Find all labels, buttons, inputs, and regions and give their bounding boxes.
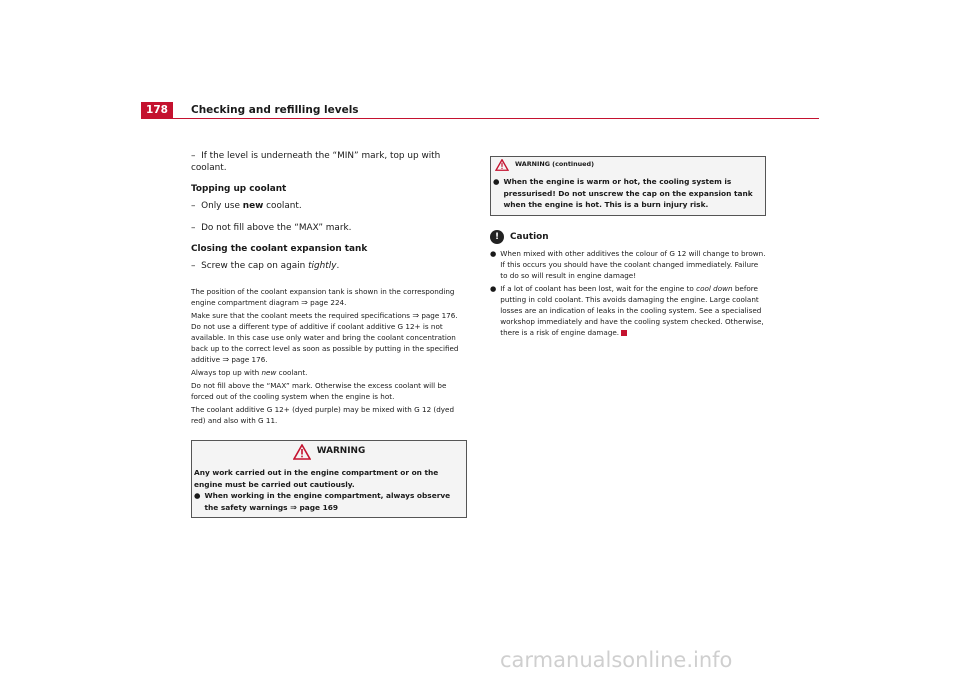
warning-continued-header <box>491 156 765 173</box>
bullet-text-part: If a lot of coolant has been lost, wait for the engine to <box>500 283 697 293</box>
step-max <box>191 222 467 234</box>
bullet-icon: ● <box>490 283 497 293</box>
step-text: . <box>336 261 340 271</box>
para-new-coolant <box>191 367 467 378</box>
heading-topping-up: Topping up coolant <box>191 184 287 194</box>
warning-triangle-icon <box>495 159 509 171</box>
arrow-icon: ⇒ <box>222 355 230 364</box>
para-specifications <box>191 310 467 365</box>
page-reference[interactable]: page 169 <box>299 502 339 512</box>
step-top-up-min <box>191 150 467 174</box>
step-bold: new <box>242 201 264 211</box>
warning-header <box>192 440 466 463</box>
running-header: Checking and refilling levels <box>191 104 359 116</box>
warning-triangle-icon <box>293 444 311 460</box>
heading-closing: Closing the coolant expansion tank <box>191 244 368 254</box>
bullet-emphasis: cool down <box>696 283 733 293</box>
page-reference[interactable]: page 224. <box>310 298 347 307</box>
bullet-icon: ● <box>493 177 500 186</box>
step-screw-cap <box>191 260 467 272</box>
bullet-text: When mixed with other additives the colour of G 12 will change to brown. If this occurs you should have the coolant changed immediately. Failure to do so will result in engine damage! <box>500 248 766 280</box>
step-text: Do not fill above the “MAX” mark. <box>201 223 352 233</box>
dash-mark: – <box>191 261 196 271</box>
caution-title: Caution <box>510 231 549 242</box>
warning-continued-bullet <box>493 176 763 211</box>
step-text: If the level is underneath the “MIN” mark, top up with coolant. <box>191 151 441 173</box>
arrow-icon: ⇒ <box>412 311 420 320</box>
watermark: carmanualsonline.info <box>500 648 733 672</box>
bullet-text <box>500 283 766 338</box>
para-text: Make sure that the coolant meets the required specifications <box>191 311 413 320</box>
caution-bullet-loss <box>490 283 766 338</box>
caution-header <box>490 230 766 244</box>
bullet-text-part: When working in the engine compartment, always observe the safety warnings <box>204 491 451 512</box>
step-emphasis: tightly <box>308 261 337 271</box>
warning-continued-box <box>490 156 766 216</box>
left-column <box>191 150 467 518</box>
para-text: coolant. <box>276 368 308 377</box>
bullet-text <box>204 490 464 513</box>
warning-line: Any work carried out in the engine compartment or on the engine must be carried out cautiously. <box>194 468 439 489</box>
caution-icon: ! <box>490 230 504 244</box>
para-additive-mix: The coolant additive G 12+ (dyed purple) may be mixed with G 12 (dyed red) and also with G 11. <box>191 405 455 425</box>
caution-bullet-colour <box>490 248 766 281</box>
dash-mark: – <box>191 223 196 233</box>
page-reference[interactable]: page 176. <box>231 355 268 364</box>
step-text: Screw the cap on again <box>201 261 309 271</box>
dash-mark: – <box>191 151 196 161</box>
bullet-icon: ● <box>194 491 201 500</box>
para-text: Always top up with <box>191 368 262 377</box>
header-rule <box>141 118 819 119</box>
dash-mark: – <box>191 201 196 211</box>
para-max-mark: Do not fill above the “MAX” mark. Otherwise the excess coolant will be forced out of the cooling system when the engine is hot. <box>191 381 447 401</box>
warning-continued-title: WARNING (continued) <box>515 160 594 169</box>
step-new-coolant <box>191 200 467 212</box>
page-reference[interactable]: page 176. <box>421 311 458 320</box>
end-of-section-icon <box>621 330 627 336</box>
bullet-text: When the engine is warm or hot, the cooling system is pressurised! Do not unscrew the cap on the expansion tank when the engine is hot. This is a burn injury risk. <box>503 177 753 209</box>
step-text: Only use <box>201 201 243 211</box>
bullet-icon: ● <box>490 248 497 258</box>
arrow-icon: ⇒ <box>290 502 297 512</box>
warning-title: WARNING <box>316 446 366 457</box>
right-column <box>490 156 766 340</box>
arrow-icon: ⇒ <box>301 298 308 307</box>
page-number: 178 <box>141 102 173 118</box>
para-text: Do not use a different type of additive if coolant additive G 12+ is not available. In this case use only water and bring the coolant concentration back up to the correct level as soon as possible by putting in the specified additive <box>191 322 459 364</box>
step-text: coolant. <box>263 201 302 211</box>
bullet-text-part: before putting in cold coolant. This avoids damaging the engine. Large coolant losses are an indication of leaks in the cooling system. See a specialised workshop immediately and have the cooling system checked. Otherwise, there is a risk of engine damage. <box>500 283 764 337</box>
warning-bullet <box>194 490 464 513</box>
para-text: The position of the coolant expansion tank is shown in the corresponding engine compartment diagram <box>191 287 455 307</box>
para-emphasis: new <box>261 368 277 377</box>
para-tank-position <box>191 286 467 308</box>
warning-box <box>191 440 467 518</box>
